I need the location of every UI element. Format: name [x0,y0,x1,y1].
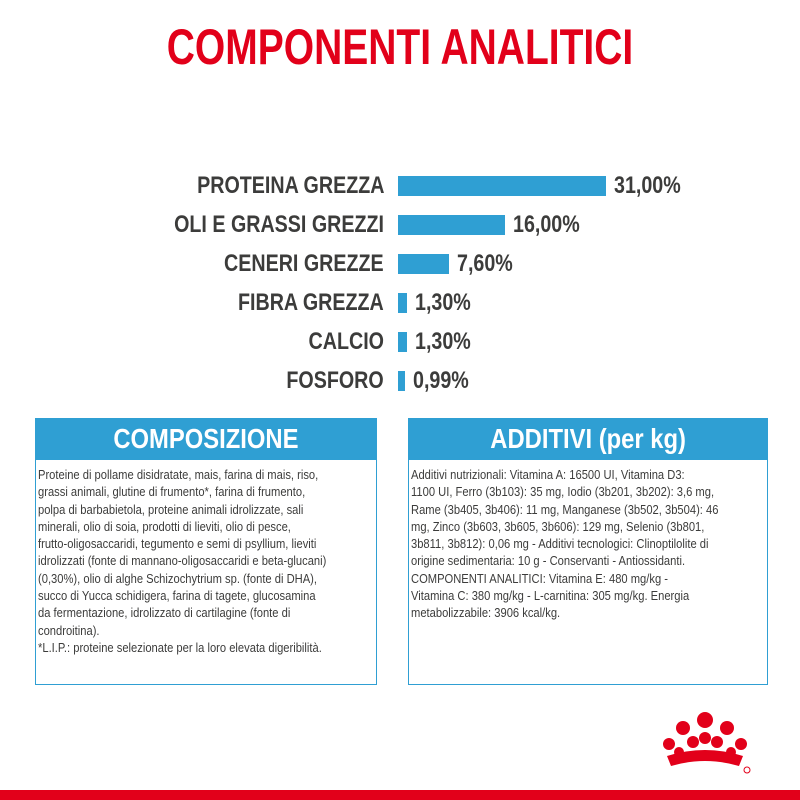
additivi-header-label: ADDITIVI (per kg) [490,423,686,454]
crown-icon [655,706,755,776]
chart-category-label: OLI E GRASSI GREZZI [174,211,384,238]
bottom-stripe [0,790,800,800]
composizione-text: Proteine di pollame disidratate, mais, farina di mais, riso, grassi animali, glutine di frumento*, farina di frumento, polpa di barbabietola, proteine animali idrolizzate, sali minerali, olio di soia, prodotti di lieviti, olio di pesce, frutto-oligosaccaridi, tegumento e semi di psyllium, lieviti idrolizzati (fonte di mannano-oligosaccaridi e beta-glucani) (0,30%), olio di alghe Schizochytrium sp. (fonte di DHA), succo di Yucca schidigera, farina di tagete, glucosamina da fermentazione, idrolizzato di cartilagine (fonte di condroitina). *L.I.P.: proteine selezionate per la loro elevata digeribilità. [38,467,327,655]
additivi-text: Additivi nutrizionali: Vitamina A: 16500 UI, Vitamina D3: 1100 UI, Ferro (3b103): 35 mg, Iodio (3b201, 3b202): 3,6 mg, Rame (3b405, 3b406): 11 mg, Manganese (3b502, 3b504): 46 mg, Zinco (3b603, 3b605, 3b606): 129 mg, Selenio (3b801, 3b811, 3b812): 0,06 mg - Additivi tecnologici: Clinoptilolite di origine sedimentaria: 10 g - Conservanti - Antiossidanti. COMPONENTI ANALITICI: Vitamina E: 480 mg/kg - Vitamina C: 380 mg/kg - L-carnitina: 305 mg/kg. Energia metabolizzabile: 3906 kcal/kg. [411,467,719,621]
composizione-header [35,418,377,460]
composizione-box [35,460,377,685]
chart-row [0,209,800,241]
chart-row [0,287,800,319]
chart-row [0,365,800,397]
chart-value-label: 0,99% [412,367,469,394]
chart-row [0,170,800,202]
chart-bar [398,254,449,274]
chart-row [0,326,800,358]
chart-bar [398,371,405,391]
chart-bar [398,293,407,313]
chart-value-label: 31,00% [614,172,681,199]
chart-bar [398,332,407,352]
chart-value-label: 7,60% [456,250,513,277]
composizione-header-label: COMPOSIZIONE [113,423,299,454]
chart-category-label: CENERI GREZZE [224,250,384,277]
chart-value-label: 16,00% [513,211,581,238]
analytical-components-chart [0,170,800,400]
additivi-box [408,460,768,685]
chart-category-label: PROTEINA GREZZA [196,172,384,199]
chart-value-label: 1,30% [414,328,471,355]
chart-category-label: FIBRA GREZZA [238,289,384,316]
chart-row [0,248,800,280]
chart-category-label: FOSFORO [286,367,384,394]
page-title: COMPONENTI ANALITICI [166,19,634,75]
additivi-header [408,418,768,460]
chart-category-label: CALCIO [308,328,384,355]
chart-bar [398,215,505,235]
chart-value-label: 1,30% [414,289,471,316]
chart-bar [398,176,606,196]
